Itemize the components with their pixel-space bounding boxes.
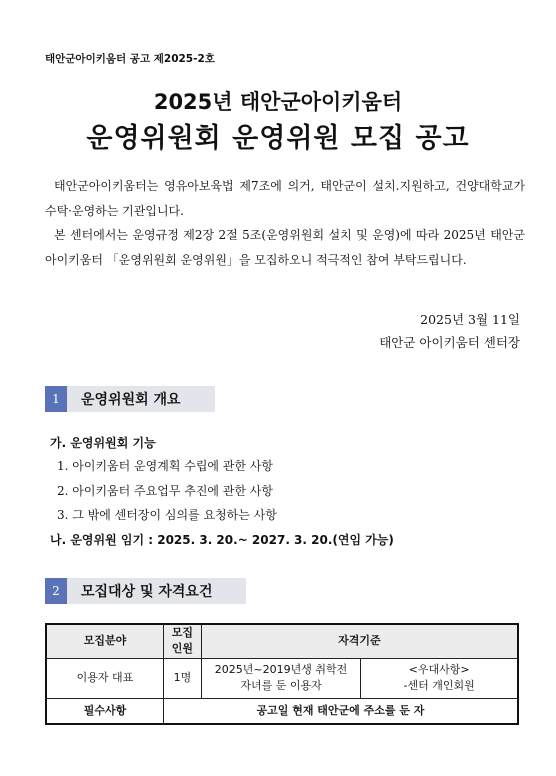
function-list	[57, 456, 277, 530]
section-number: 2	[45, 578, 67, 604]
list-item: 2. 아이키움터 주요업무 추진에 관한 사항	[57, 483, 273, 498]
header-field: 모집분야	[46, 624, 163, 658]
announcement-date: 2025년 3월 11일	[420, 312, 520, 327]
header-criteria: 자격기준	[201, 624, 518, 658]
section-heading-eligibility	[45, 578, 246, 604]
title-line-2: 운영위원회 운영위원 모집 공고	[86, 123, 470, 154]
title-line-1: 2025년 태안군아이키움터	[153, 90, 403, 114]
cell-criteria-a	[201, 658, 360, 698]
criteria-a-line1: 2025년~2019년생 취학전	[214, 663, 348, 676]
section-number: 1	[45, 386, 67, 412]
intro-text	[45, 174, 525, 272]
section-title: 운영위원회 개요	[67, 386, 215, 412]
eligibility-table	[45, 623, 519, 725]
header-count-line2: 인원	[171, 642, 194, 656]
table-row	[46, 658, 518, 698]
criteria-b-line2: -센터 개인회원	[403, 679, 475, 692]
cell-field: 필수사항	[46, 698, 163, 724]
header-count	[163, 624, 201, 658]
cell-field: 이용자 대표	[46, 658, 163, 698]
cell-criteria-b	[361, 658, 518, 698]
intro-paragraph-2: 본 센터에서는 운영규정 제2장 2절 5조(운영위원회 설치 및 운영)에 따라 2025년 태안군아이키움터 「운영위원회 운영위원」을 모집하오니 적극적인 참여 부탁드립니다.	[45, 228, 525, 267]
signature: 태안군 아이키움터 센터장	[379, 335, 520, 350]
table-row	[46, 698, 518, 724]
list-item: 3. 그 밖에 센터장이 심의를 요청하는 사항	[57, 508, 277, 522]
cell-criteria: 공고일 현재 태안군에 주소를 둔 자	[163, 698, 518, 724]
section-title: 모집대상 및 자격요건	[67, 578, 246, 604]
table-header-row	[46, 624, 518, 658]
cell-count: 1명	[163, 658, 201, 698]
document-number: 태안군아이키움터 공고 제2025-2호	[45, 53, 215, 65]
section-heading-overview	[45, 386, 215, 412]
list-item: 1. 아이키움터 운영계획 수립에 관한 사항	[57, 459, 273, 473]
subsection-title-functions: 가. 운영위원회 기능	[50, 436, 156, 450]
criteria-a-line2: 자녀를 둔 이용자	[240, 679, 322, 692]
header-count-line1: 모집	[171, 626, 194, 640]
criteria-b-line1: <우대사항>	[408, 663, 470, 676]
intro-paragraph-1: 태안군아이키움터는 영유아보육법 제7조에 의거, 태안군이 설치.지원하고, 건양대학교가 수탁·운영하는 기관입니다.	[45, 179, 525, 218]
term-of-office: 나. 운영위원 임기 : 2025. 3. 20.~ 2027. 3. 20.(연임 가능)	[50, 533, 394, 547]
